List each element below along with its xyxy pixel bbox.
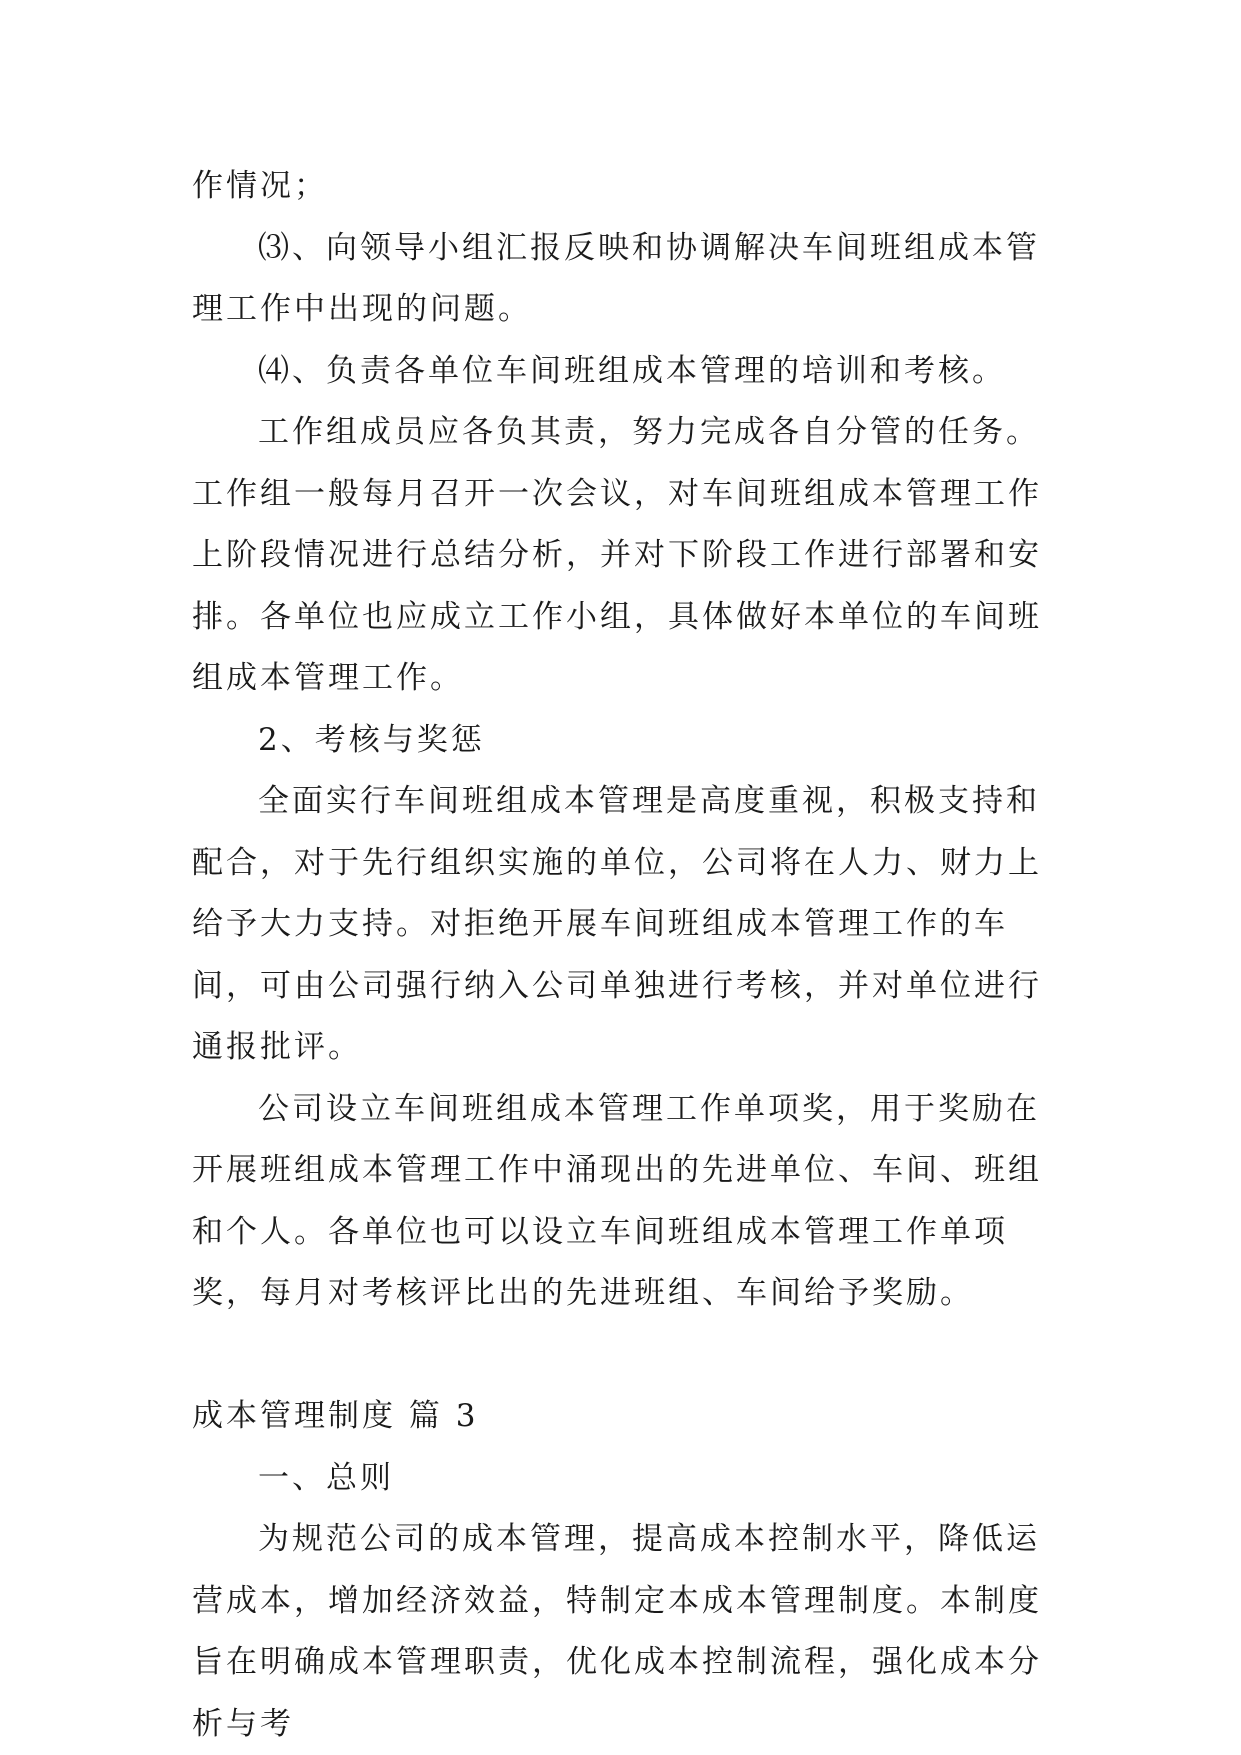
- paragraph-workgroup: 工作组成员应各负其责，努力完成各自分管的任务。工作组一般每月召开一次会议，对车间班组成本管理工作上阶段情况进行总结分析，并对下阶段工作进行部署和安排。各单位也应成立工作小组，具体做好本单位的车间班组成本管理工作。: [192, 414, 1042, 696]
- paragraph-award: 公司设立车间班组成本管理工作单项奖，用于奖励在开展班组成本管理工作中涌现出的先进单位、车间、班组和个人。各单位也可以设立车间班组成本管理工作单项奖，每月对考核评比出的先进班组、车间给予奖励。: [192, 1090, 1042, 1311]
- section-subheading-general: 一、总则: [258, 1459, 394, 1496]
- subheading-assessment: 2、考核与奖惩: [258, 721, 485, 758]
- paragraph-item-4: ⑷、负责各单位车间班组成本管理的培训和考核。: [258, 352, 1006, 389]
- paragraph-support: 全面实行车间班组成本管理是高度重视，积极支持和配合，对于先行组织实施的单位，公司将在人力、财力上给予大力支持。对拒绝开展车间班组成本管理工作的车间，可由公司强行纳入公司单独进行考核，并对单位进行通报批评。: [192, 783, 1042, 1065]
- section-heading: 成本管理制度 篇 3: [192, 1398, 479, 1434]
- paragraph-continuation: 作情况；: [192, 168, 328, 204]
- paragraph-item-3: ⑶、向领导小组汇报反映和协调解决车间班组成本管理工作中出现的问题。: [192, 229, 1040, 327]
- document-body: [192, 156, 1062, 1755]
- paragraph-purpose: 为规范公司的成本管理，提高成本控制水平，降低运营成本，增加经济效益，特制定本成本管理制度。本制度旨在明确成本管理职责，优化成本控制流程，强化成本分析与考: [192, 1521, 1042, 1742]
